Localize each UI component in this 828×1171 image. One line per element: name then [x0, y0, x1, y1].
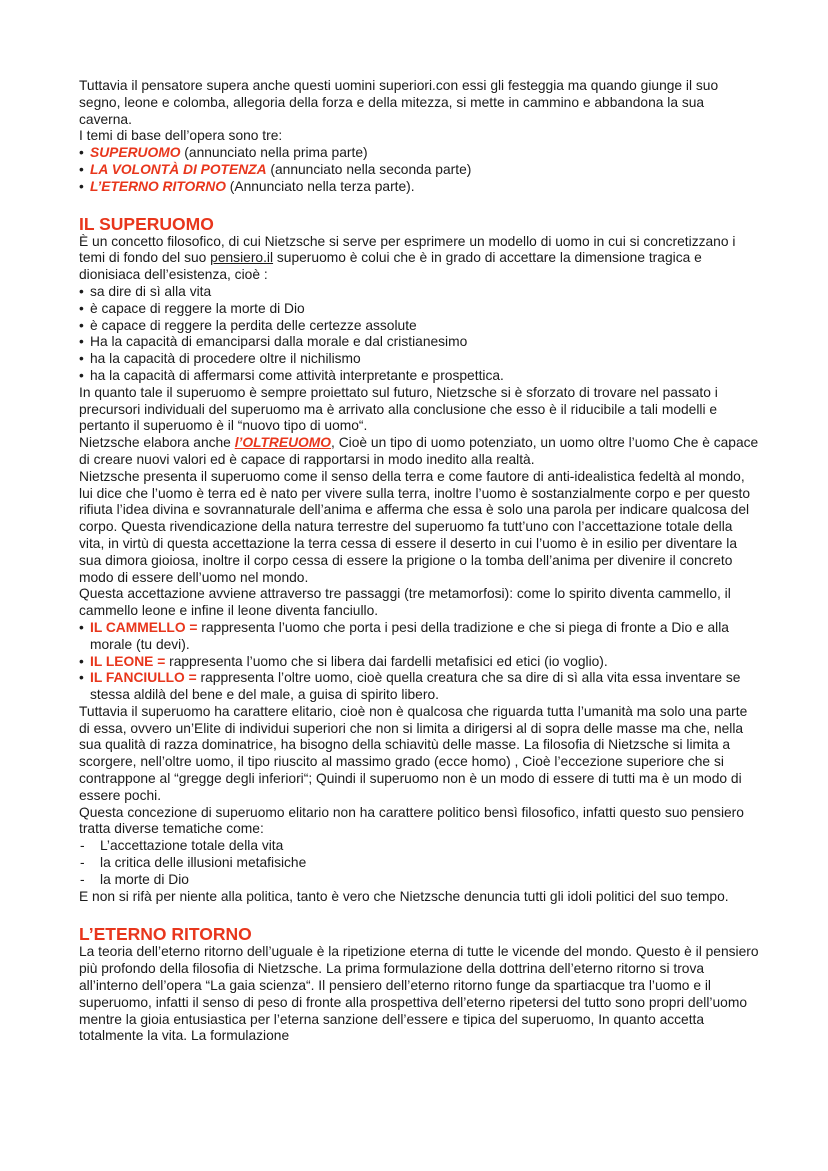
- list-item: - la critica delle illusioni metafisiche: [79, 855, 759, 872]
- oltreuomo-text-cont: , Cioè un tipo di uomo potenziato, un uomo oltre l’uomo Che è capace di creare nuovi valori ed è capace di rapportarsi in modo inedito alla realtà.: [79, 435, 759, 467]
- metamorfosi-term: IL CAMMELLO =: [90, 619, 198, 635]
- list-item: • è capace di reggere la perdita delle certezze assolute: [79, 318, 759, 335]
- list-item: [79, 654, 759, 671]
- eterno-paragraph: La teoria dell’eterno ritorno dell’uguale è la ripetizione eterna di tutte le vicende del mondo. Questo è il pensiero più profondo della filosofia di Nietzsche. La prima formulazione della dottrina dell’eterno ritorno si trova all’interno dell’opera “La gaia scienza“. Il pensiero dell’eterno ritorno funge da spartiacque tra l’uomo e il superuomo, infatti il senso di peso di fronte alla prospettiva dell’eterno ripetersi del tutto sono propri dell’uomo mentre la gioia entusiastica per l’eterna sanzione dell’essere e tipica del superuomo, In quanto accetta totalmente la vita. La formulazione: [79, 944, 759, 1044]
- list-item: • ha la capacità di procedere oltre il nichilismo: [79, 351, 759, 368]
- section-heading-eterno-ritorno: L’ETERNO RITORNO: [79, 924, 252, 945]
- politica-paragraph: E non si rifà per niente alla politica, tanto è vero che Nietzsche denuncia tutti gli idoli politici del suo tempo.: [79, 888, 729, 904]
- theme-note: (annunciato nella seconda parte): [266, 161, 472, 177]
- theme-note: (annunciato nella prima parte): [180, 145, 368, 161]
- metamorfosi-paragraph: Questa accettazione avviene attraverso tre passaggi (tre metamorfosi): come lo spirito diventa cammello, il cammello leone e infine il leone diventa fanciullo.: [79, 586, 731, 619]
- themes-intro: I temi di base dell’opera sono tre:: [79, 128, 283, 144]
- theme-term: SUPERUOMO: [90, 145, 181, 161]
- oltreuomo-term: l’OLTREUOMO: [234, 435, 332, 451]
- pensiero-link[interactable]: pensiero.il: [210, 250, 274, 266]
- list-item: • è capace di reggere la morte di Dio: [79, 301, 759, 318]
- metamorfosi-term: IL LEONE =: [90, 653, 166, 669]
- definition-text: È un concetto filosofico, di cui Nietzsche si serve per esprimere un modello di uomo in cui si concretizzano i temi di fondo del suo: [79, 233, 736, 266]
- concezione-paragraph: Questa concezione di superuomo elitario non ha carattere politico bensì filosofico, infatti questo suo pensiero tratta diverse tematiche come:: [79, 804, 744, 837]
- list-item: - L’accettazione totale della vita: [79, 838, 759, 855]
- definition-text-cont: superuomo è colui che è in grado di accettare la dimensione tragica e dionisiaca dell’esistenza, cioè :: [79, 250, 702, 283]
- list-item: [79, 162, 759, 179]
- list-item: [79, 620, 759, 654]
- theme-note: (Annunciato nella terza parte).: [225, 178, 415, 194]
- metamorfosi-desc: rappresenta l’oltre uomo, cioè quella creatura che sa dire di sì alla vita essa inventare se stessa aldilà del bene e del male, a guisa di spirito libero.: [90, 670, 741, 703]
- themes-list: [79, 145, 759, 195]
- list-item: [79, 179, 759, 196]
- list-item: • Ha la capacità di emanciparsi dalla morale e dal cristianesimo: [79, 334, 759, 351]
- terra-paragraph: Nietzsche presenta il superuomo come il senso della terra e come fautore di anti-idealistica fedeltà al mondo, lui dice che l’uomo è terra ed è nato per vivere sulla terra, inoltre l’uomo è sostanzialmente corpo e per questo rifiuta l’idea divina e sovrannaturale dell’anima e afferma che essa è solo una parola per indicare qualcosa del corpo. Questa rivendicazione della natura terrestre del superuomo fa tutt’uno con l’accettazione totale della vita, in virtù di questa accettazione la terra cessa di essere il deserto in cui l’uomo è in esilio per diventare la sua dimora gioiosa, inoltre il corpo cessa di essere la prigione o la tomba dell’anima per divenire il concreto modo di essere dell’uomo nel mondo.: [79, 468, 751, 585]
- intro-paragraph: Tuttavia il pensatore supera anche questi uomini superiori.con essi gli festeggia ma quando giunge il suo segno, leone e colomba, allegoria della forza e della mitezza, si mette in cammino e abbandona la sua caverna.: [79, 78, 719, 127]
- section-heading-superuomo: IL SUPERUOMO: [79, 213, 214, 234]
- metamorfosi-list: [79, 620, 759, 704]
- list-item: • sa dire di sì alla vita: [79, 284, 759, 301]
- future-paragraph: In quanto tale il superuomo è sempre proiettato sul futuro, Nietzsche si è sforzato di trovare nel passato i precursori individuali del superuomo ma è arrivato alla conclusione che esso è il riducibile a tali modelli e pertanto il superuomo è il “nuovo tipo di uomo“.: [79, 384, 718, 434]
- theme-term: LA VOLONTÀ DI POTENZA: [90, 161, 267, 177]
- metamorfosi-term: IL FANCIULLO =: [90, 670, 197, 686]
- oltreuomo-paragraph: [79, 435, 759, 469]
- document-page: [79, 78, 759, 1045]
- list-item: [79, 145, 759, 162]
- list-item: [79, 670, 759, 704]
- tematiche-list: [79, 838, 759, 888]
- metamorfosi-desc: rappresenta l’uomo che porta i pesi della tradizione e che si piega di fronte a Dio e alla morale (tu devi).: [90, 619, 729, 652]
- superuomo-definition: [79, 234, 759, 284]
- list-item: - la morte di Dio: [79, 872, 759, 889]
- elitario-paragraph: Tuttavia il superuomo ha carattere elitario, cioè non è qualcosa che riguarda tutta l’umanità ma solo una parte di essa, ovvero un’Elite di individui superiori che non si limita a dirigersi al di sopra delle masse ma che, nella sua qualità di razza dominatrice, ha bisogno della schiavitù delle masse. La filosofia di Nietzsche si limita a scorgere, nell’oltre uomo, il tipo riuscito al massimo grado (ecce homo) , Cioè l’eccezione superiore che si contrappone al “gregge degli inferiori“; Quindi il superuomo non è un modo di essere di tutti ma è un modo di essere pochi.: [79, 703, 748, 803]
- metamorfosi-desc: rappresenta l’uomo che si libera dai fardelli metafisici ed etici (io voglio).: [165, 653, 608, 669]
- oltreuomo-text: Nietzsche elabora anche: [79, 435, 235, 451]
- list-item: • ha la capacità di affermarsi come attività interpretante e prospettica.: [79, 368, 759, 385]
- theme-term: L’ETERNO RITORNO: [90, 178, 226, 194]
- traits-list: [79, 284, 759, 385]
